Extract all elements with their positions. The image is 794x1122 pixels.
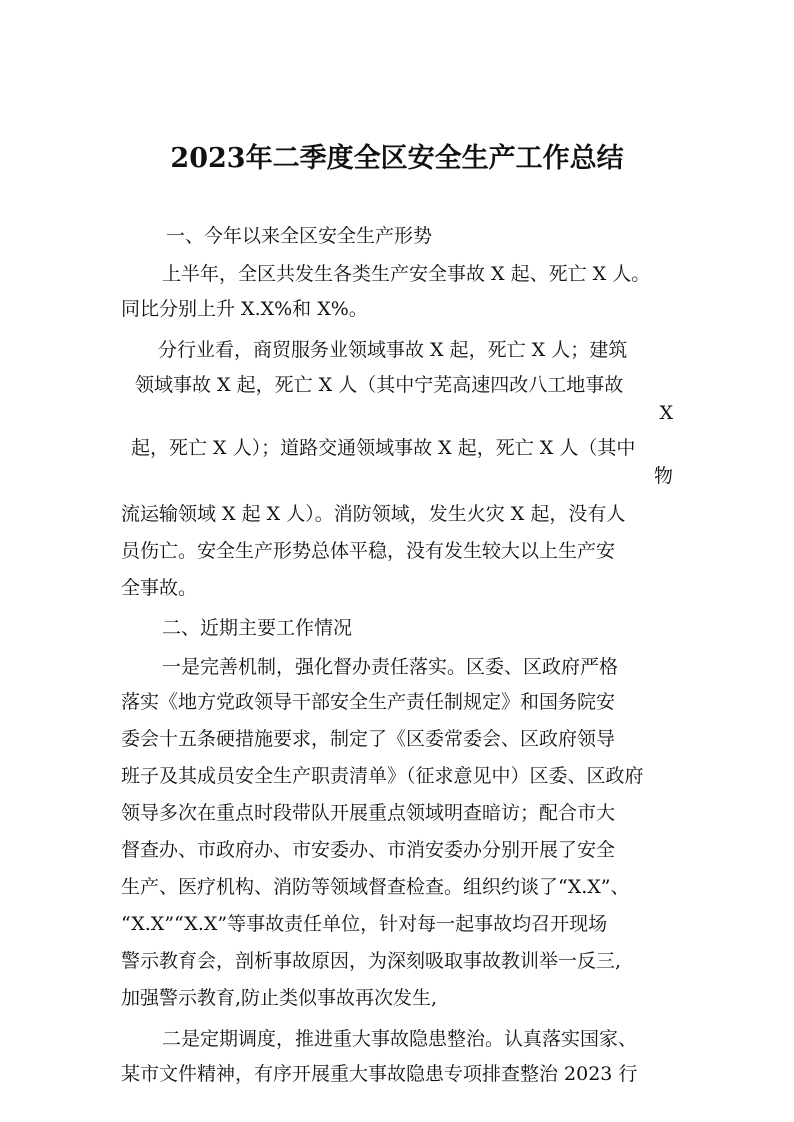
body-line: 督查办、市政府办、市安委办、市消安委办分别开展了安全 (121, 839, 616, 861)
section-heading-2: 二、近期主要工作情况 (162, 617, 353, 639)
body-line: 同比分别上升 X.X%和 X%。 (121, 298, 368, 320)
body-line: 一是完善机制，强化督办责任落实。区委、区政府严格 (162, 656, 619, 678)
body-line: 上半年，全区共发生各类生产安全事故 X 起、死亡 X 人。 (162, 263, 651, 285)
body-line: 物 (653, 465, 673, 487)
body-line: 领域事故 X 起，死亡 X 人（其中宁芜高速四改八工地事故 (135, 374, 624, 396)
body-line: X (659, 402, 673, 424)
body-line: 生产、医疗机构、消防等领域督查检查。组织约谈了“X.X”、 (121, 876, 630, 898)
section-heading-1: 一、今年以来全区安全生产形势 (166, 225, 433, 247)
body-line: “X.X”“X.X”等事故责任单位，针对每一起事故均召开现场 (121, 913, 608, 935)
body-line: 班子及其成员安全生产职责清单》（征求意见中）区委、区政府 (121, 765, 644, 787)
body-line: 员伤亡。安全生产形势总体平稳，没有发生较大以上生产安 (121, 540, 616, 562)
body-line: 某市文件精神，有序开展重大事故隐患专项排查整治 2023 行 (121, 1063, 638, 1085)
body-line: 全事故。 (121, 577, 198, 599)
body-line: 领导多次在重点时段带队开展重点领域明查暗访；配合市大 (121, 802, 616, 824)
body-line: 流运输领域 X 起 X 人）。消防领域，发生火灾 X 起，没有人 (121, 503, 626, 525)
document-title: 2023年二季度全区安全生产工作总结 (170, 143, 624, 174)
body-line: 委会十五条硬措施要求，制定了《区委常委会、区政府领导 (121, 728, 616, 750)
body-line: 分行业看，商贸服务业领域事故 X 起，死亡 X 人；建筑 (158, 339, 628, 361)
body-line: 警示教育会，剖析事故原因，为深刻吸取事故教训举一反三, (121, 950, 622, 972)
body-line: 二是定期调度，推进重大事故隐患整治。认真落实国家、 (162, 1028, 638, 1050)
body-line: 起，死亡 X 人）；道路交通领域事故 X 起，死亡 X 人（其中 (131, 437, 636, 459)
body-line: 加强警示教育,防止类似事故再次发生, (121, 987, 438, 1009)
body-line: 落实《地方党政领导干部安全生产责任制规定》和国务院安 (121, 691, 616, 713)
